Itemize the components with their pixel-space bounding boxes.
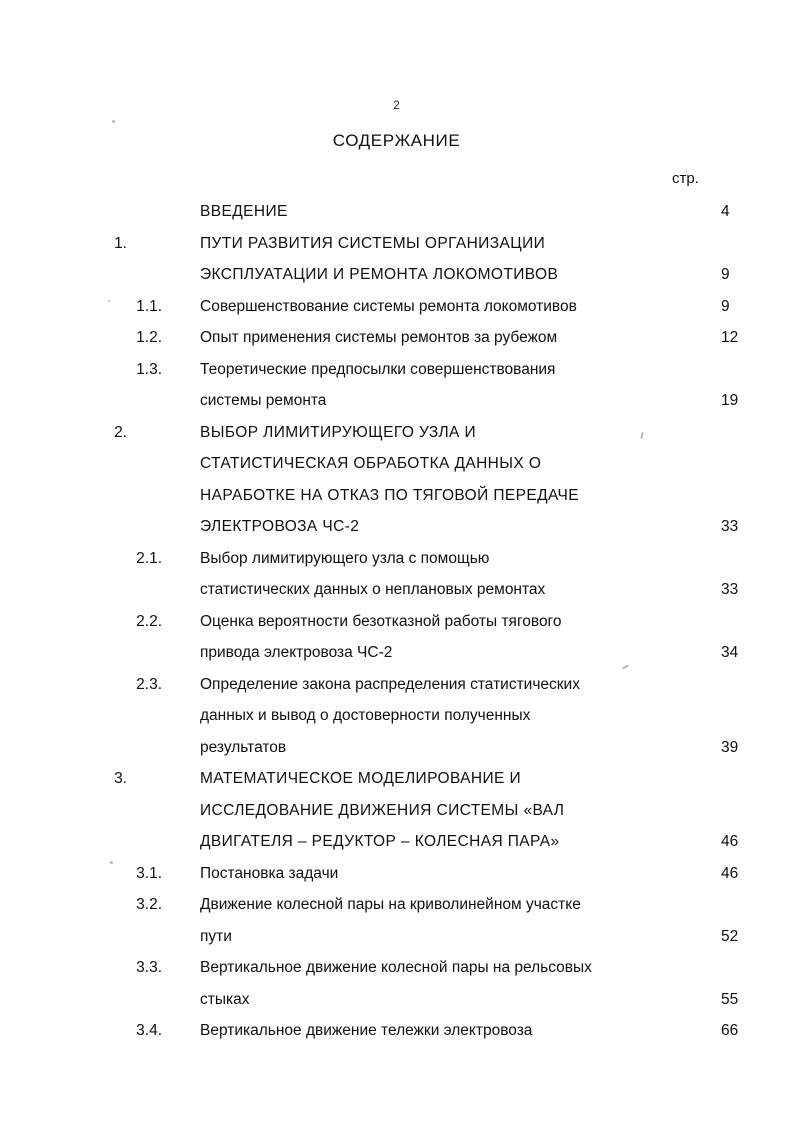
toc-entry-title <box>200 669 721 764</box>
toc-entry-number: 3. <box>114 770 127 787</box>
toc-entry-title-line: Оценка вероятности безотказной работы тягового <box>200 612 562 630</box>
toc-entry-page: 55 <box>721 990 739 1008</box>
toc-entry-title <box>200 858 721 890</box>
toc-entry[interactable] <box>0 606 793 669</box>
toc-entry-title <box>200 543 721 606</box>
toc-entry[interactable] <box>0 889 793 952</box>
toc-entry[interactable] <box>0 228 793 291</box>
toc-entry-title-line: СТАТИСТИЧЕСКАЯ ОБРАБОТКА ДАННЫХ О <box>200 455 542 472</box>
toc-entry-number: 1.3. <box>136 360 162 378</box>
page-column-header: стр. <box>672 170 699 187</box>
toc-entry-number: 1.2. <box>136 329 162 346</box>
toc-entry-title <box>200 1015 721 1047</box>
toc-entry-number: 3.3. <box>136 959 162 976</box>
toc-entry-title <box>200 763 721 858</box>
toc-entry[interactable] <box>0 322 793 354</box>
toc-entry-title-line: Совершенствование системы ремонта локомотивов <box>200 297 577 315</box>
toc-entry[interactable] <box>0 417 793 543</box>
toc-entry-title-line: системы ремонта <box>200 392 327 409</box>
page-title: СОДЕРЖАНИЕ <box>332 131 461 150</box>
toc-entry-number: 3.4. <box>136 1022 162 1039</box>
toc-entry-title-line: Вертикальное движение тележки электровоза <box>200 1022 533 1039</box>
toc-entry[interactable] <box>0 669 793 764</box>
toc-entry-page: 46 <box>721 864 739 882</box>
toc-entry-page: 66 <box>721 1022 739 1039</box>
toc-entry-title <box>200 889 721 952</box>
toc-entry-title <box>200 606 721 669</box>
toc-entry-number: 1.1. <box>136 297 162 315</box>
toc-entry[interactable] <box>0 1015 793 1047</box>
scan-speck <box>112 120 115 123</box>
toc-entry-page: 9 <box>721 266 730 283</box>
toc-entry-page: 12 <box>721 329 739 346</box>
toc-entry-page: 4 <box>721 203 730 220</box>
toc-entry-number: 1. <box>114 234 127 252</box>
toc-entry-title-line: привода электровоза ЧС-2 <box>200 644 393 661</box>
toc-entry-title-line: пути <box>200 927 232 945</box>
toc-entry-number: 3.2. <box>136 896 162 913</box>
toc-entry-title-line: стыках <box>200 990 250 1008</box>
toc-entry-page: 9 <box>721 297 730 315</box>
toc-entry[interactable] <box>0 543 793 606</box>
toc-entry-title-line: ДВИГАТЕЛЯ – РЕДУКТОР – КОЛЕСНАЯ ПАРА» <box>200 833 560 850</box>
toc-entry-title-line: результатов <box>200 738 287 756</box>
toc-entry-page: 33 <box>721 581 739 598</box>
toc-entry-page: 46 <box>721 833 739 850</box>
page-number: 2 <box>393 98 400 112</box>
toc-entry-title-line: НАРАБОТКЕ НА ОТКАЗ ПО ТЯГОВОЙ ПЕРЕДАЧЕ <box>200 486 579 504</box>
toc-entry-number: 2. <box>114 423 127 441</box>
toc-entry[interactable] <box>0 196 793 228</box>
toc-entry-title <box>200 196 721 228</box>
toc-entry-title-line: ПУТИ РАЗВИТИЯ СИСТЕМЫ ОРГАНИЗАЦИИ <box>200 234 546 252</box>
table-of-contents <box>0 196 793 1047</box>
toc-entry-title-line: Выбор лимитирующего узла с помощью <box>200 549 490 567</box>
toc-entry-number: 2.2. <box>136 612 162 630</box>
toc-entry-title-line: Теоретические предпосылки совершенствования <box>200 360 556 378</box>
toc-entry-title-line: Определение закона распределения статистических <box>200 675 580 693</box>
toc-entry-title-line: Вертикальное движение колесной пары на рельсовых <box>200 959 592 976</box>
toc-entry-number: 3.1. <box>136 864 162 882</box>
toc-entry-title-line: Движение колесной пары на криволинейном участке <box>200 896 581 913</box>
toc-entry-title <box>200 952 721 1015</box>
toc-entry-title-line: Опыт применения системы ремонтов за рубежом <box>200 329 558 346</box>
toc-entry-page: 33 <box>721 518 739 535</box>
toc-entry-title-line: ВЫБОР ЛИМИТИРУЮЩЕГО УЗЛА И <box>200 423 477 441</box>
toc-entry[interactable] <box>0 858 793 890</box>
toc-entry-page: 39 <box>721 738 739 756</box>
toc-entry-page: 34 <box>721 644 739 661</box>
toc-entry-title <box>200 417 721 543</box>
toc-entry-title-line: ИССЛЕДОВАНИЕ ДВИЖЕНИЯ СИСТЕМЫ «ВАЛ <box>200 801 565 819</box>
toc-entry[interactable] <box>0 354 793 417</box>
toc-entry[interactable] <box>0 763 793 858</box>
toc-entry-number: 2.1. <box>136 549 162 567</box>
toc-entry-title-line: статистических данных о неплановых ремонтах <box>200 581 546 598</box>
toc-entry-page: 19 <box>721 392 739 409</box>
toc-entry-title-line: данных и вывод о достоверности полученных <box>200 707 531 724</box>
toc-entry-title <box>200 291 721 323</box>
toc-entry-title-line: ВВЕДЕНИЕ <box>200 203 288 220</box>
toc-entry-title-line: МАТЕМАТИЧЕСКОЕ МОДЕЛИРОВАНИЕ И <box>200 770 522 787</box>
toc-entry-title <box>200 354 721 417</box>
toc-entry-number: 2.3. <box>136 675 162 693</box>
toc-entry-title-line: ЭЛЕКТРОВОЗА ЧС-2 <box>200 518 360 535</box>
toc-entry[interactable] <box>0 952 793 1015</box>
toc-entry-page: 52 <box>721 927 739 945</box>
toc-entry-title <box>200 322 721 354</box>
toc-entry-title-line: Постановка задачи <box>200 864 339 882</box>
toc-entry-title-line: ЭКСПЛУАТАЦИИ И РЕМОНТА ЛОКОМОТИВОВ <box>200 266 559 283</box>
toc-entry[interactable] <box>0 291 793 323</box>
toc-entry-title <box>200 228 721 291</box>
